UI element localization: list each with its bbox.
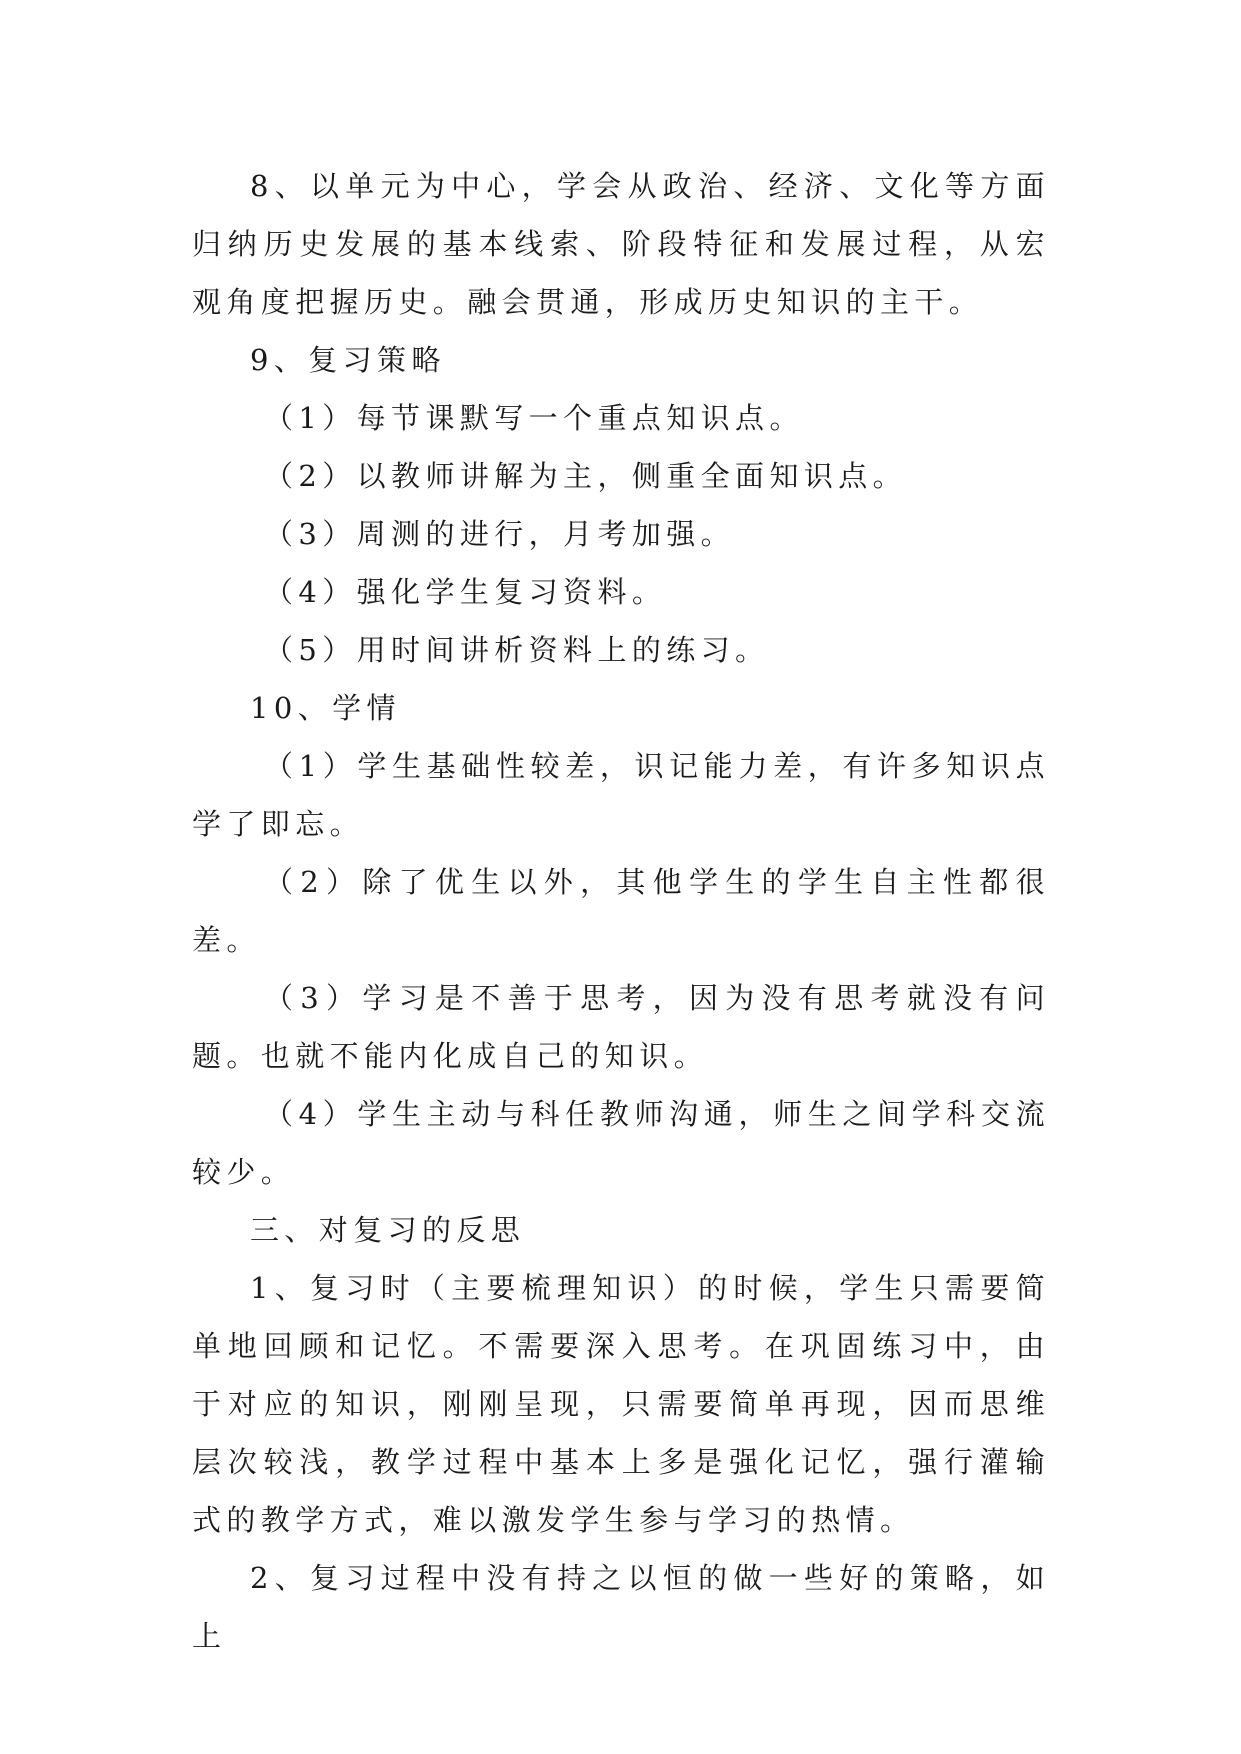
paragraph-reflection-2: 2、复习过程中没有持之以恒的做一些好的策略，如上 [192,1561,1050,1653]
list-item-strategy-3: （3）周测的进行，月考加强。 [264,517,736,551]
list-item-strategy-2: （2）以教师讲解为主，侧重全面知识点。 [264,459,908,493]
list-item-situation-2: （2）除了优生以外，其他学生的学生自主性都很差。 [192,865,1050,957]
list-item-situation-1: （1）学生基础性较差，识记能力差，有许多知识点学了即忘。 [192,749,1050,841]
paragraph-reflection-1: 1、复习时（主要梳理知识）的时候，学生只需要简单地回顾和记忆。不需要深入思考。在巩固练习中，由于对应的知识，刚刚呈现，只需要简单再现，因而思维层次较浅，教学过程中基本上多是强化记忆，强行灌输式的教学方式，难以激发学生参与学习的热情。 [192,1271,1050,1537]
section-heading-reflection: 三、对复习的反思 [250,1213,526,1247]
list-item-situation-4: （4）学生主动与科任教师沟通，师生之间学科交流较少。 [192,1097,1050,1189]
list-item-situation-3: （3）学习是不善于思考，因为没有思考就没有问题。也就不能内化成自己的知识。 [192,981,1050,1073]
document-body [192,157,1050,1665]
list-item-strategy-5: （5）用时间讲析资料上的练习。 [264,633,770,667]
paragraph-item-8: 8、以单元为中心，学会从政治、经济、文化等方面归纳历史发展的基本线索、阶段特征和发展过程，从宏观角度把握历史。融会贯通，形成历史知识的主干。 [192,169,1050,319]
list-item-strategy-1: （1）每节课默写一个重点知识点。 [264,401,804,435]
heading-learning-situation: 10、学情 [250,691,401,725]
heading-review-strategy: 9、复习策略 [250,343,446,377]
list-item-strategy-4: （4）强化学生复习资料。 [264,575,667,609]
